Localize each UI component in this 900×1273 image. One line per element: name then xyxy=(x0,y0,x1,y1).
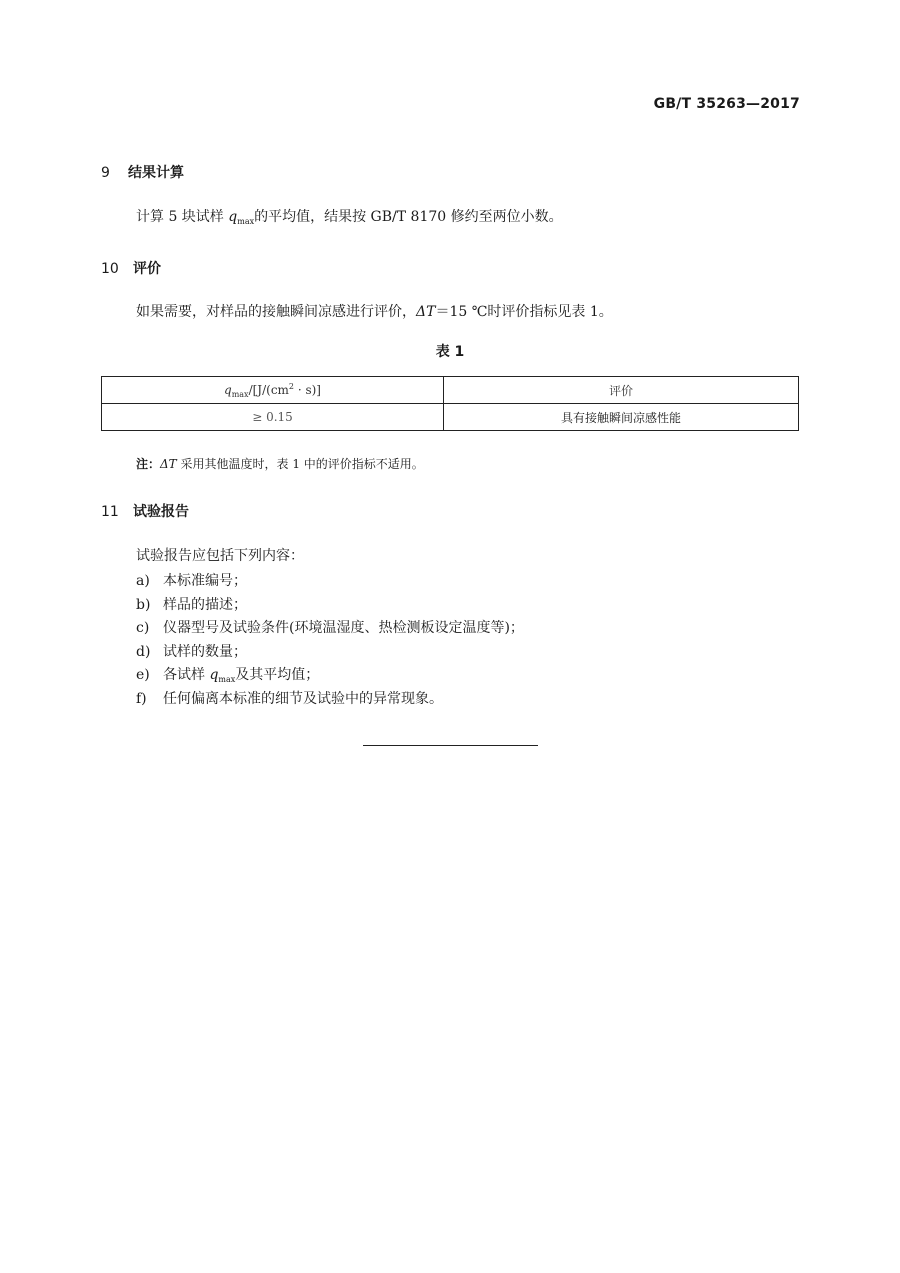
table-header-evaluation: 评价 xyxy=(444,377,799,404)
section-9-title: 结果计算 xyxy=(128,165,184,181)
section-10-heading xyxy=(101,258,161,278)
list-item-text: 任何偏离本标准的细节及试验中的异常现象。 xyxy=(163,690,443,707)
q-symbol: q xyxy=(209,667,219,683)
table-note xyxy=(136,455,424,472)
list-marker: a) xyxy=(136,573,150,589)
section-11-title: 试验报告 xyxy=(133,504,189,520)
table-title: 表 1 xyxy=(435,344,465,360)
q-subscript: max xyxy=(237,217,255,226)
list-item-text: 本标准编号； xyxy=(163,573,247,589)
section-11-intro: 试验报告应包括下列内容： xyxy=(136,548,304,564)
list-item-text-prefix: 各试样 xyxy=(163,667,210,683)
standard-code: GB/T 35263—2017 xyxy=(653,96,800,112)
section-10-body-prefix: 如果需要，对样品的接触瞬间凉感进行评价， xyxy=(136,304,416,320)
report-items-list xyxy=(136,570,524,711)
end-rule xyxy=(363,745,538,746)
header-unit-b: · s)] xyxy=(294,382,321,397)
list-item xyxy=(136,617,524,641)
header-unit-a: /[J/(cm xyxy=(248,382,289,397)
header-q-sub: max xyxy=(231,389,249,399)
delta-t-symbol: ΔT xyxy=(416,304,436,320)
list-marker: b) xyxy=(136,596,151,613)
list-marker: c) xyxy=(136,620,150,636)
list-marker: e) xyxy=(136,667,150,683)
table-row xyxy=(102,404,799,431)
list-item-text-suffix: 及其平均值； xyxy=(235,667,320,683)
section-10-body-suffix: ＝15 ℃时评价指标见表 1。 xyxy=(435,304,613,320)
list-item xyxy=(136,570,524,594)
section-10-body xyxy=(136,302,613,322)
list-marker: f) xyxy=(136,690,147,707)
table-header-q-max xyxy=(102,377,444,404)
list-marker: d) xyxy=(136,643,151,660)
note-delta-t: ΔT xyxy=(160,457,177,471)
section-9-number: 9 xyxy=(101,165,110,181)
list-item-text: 仪器型号及试验条件(环境温湿度、热检测板设定温度等)； xyxy=(163,620,524,636)
header-unit-sup: 2 xyxy=(288,381,295,391)
list-item-text: 样品的描述； xyxy=(163,596,247,613)
header-q: q xyxy=(224,382,232,397)
table-header-row xyxy=(102,377,799,404)
list-item xyxy=(136,688,524,712)
table-cell-evaluation: 具有接触瞬间凉感性能 xyxy=(444,404,799,431)
section-10-title: 评价 xyxy=(133,261,161,277)
evaluation-table xyxy=(101,376,799,431)
section-11-number: 11 xyxy=(101,504,119,520)
section-9-heading xyxy=(101,162,184,182)
list-item xyxy=(136,641,524,665)
q-symbol: q xyxy=(228,209,238,225)
section-9-body-suffix: 的平均值，结果按 GB/T 8170 修约至两位小数。 xyxy=(254,209,563,225)
list-item-text: 试样的数量； xyxy=(163,643,247,660)
note-label: 注： xyxy=(136,457,161,471)
list-item xyxy=(136,664,524,688)
list-item xyxy=(136,594,524,618)
q-subscript: max xyxy=(218,675,236,684)
section-9-body-prefix: 计算 5 块试样 xyxy=(136,209,229,225)
note-text: 采用其他温度时，表 1 中的评价指标不适用。 xyxy=(176,457,424,471)
section-9-body xyxy=(136,207,563,232)
table-cell-threshold: ≥ 0.15 xyxy=(102,404,444,431)
section-11-heading xyxy=(101,501,189,521)
section-10-number: 10 xyxy=(101,261,119,277)
